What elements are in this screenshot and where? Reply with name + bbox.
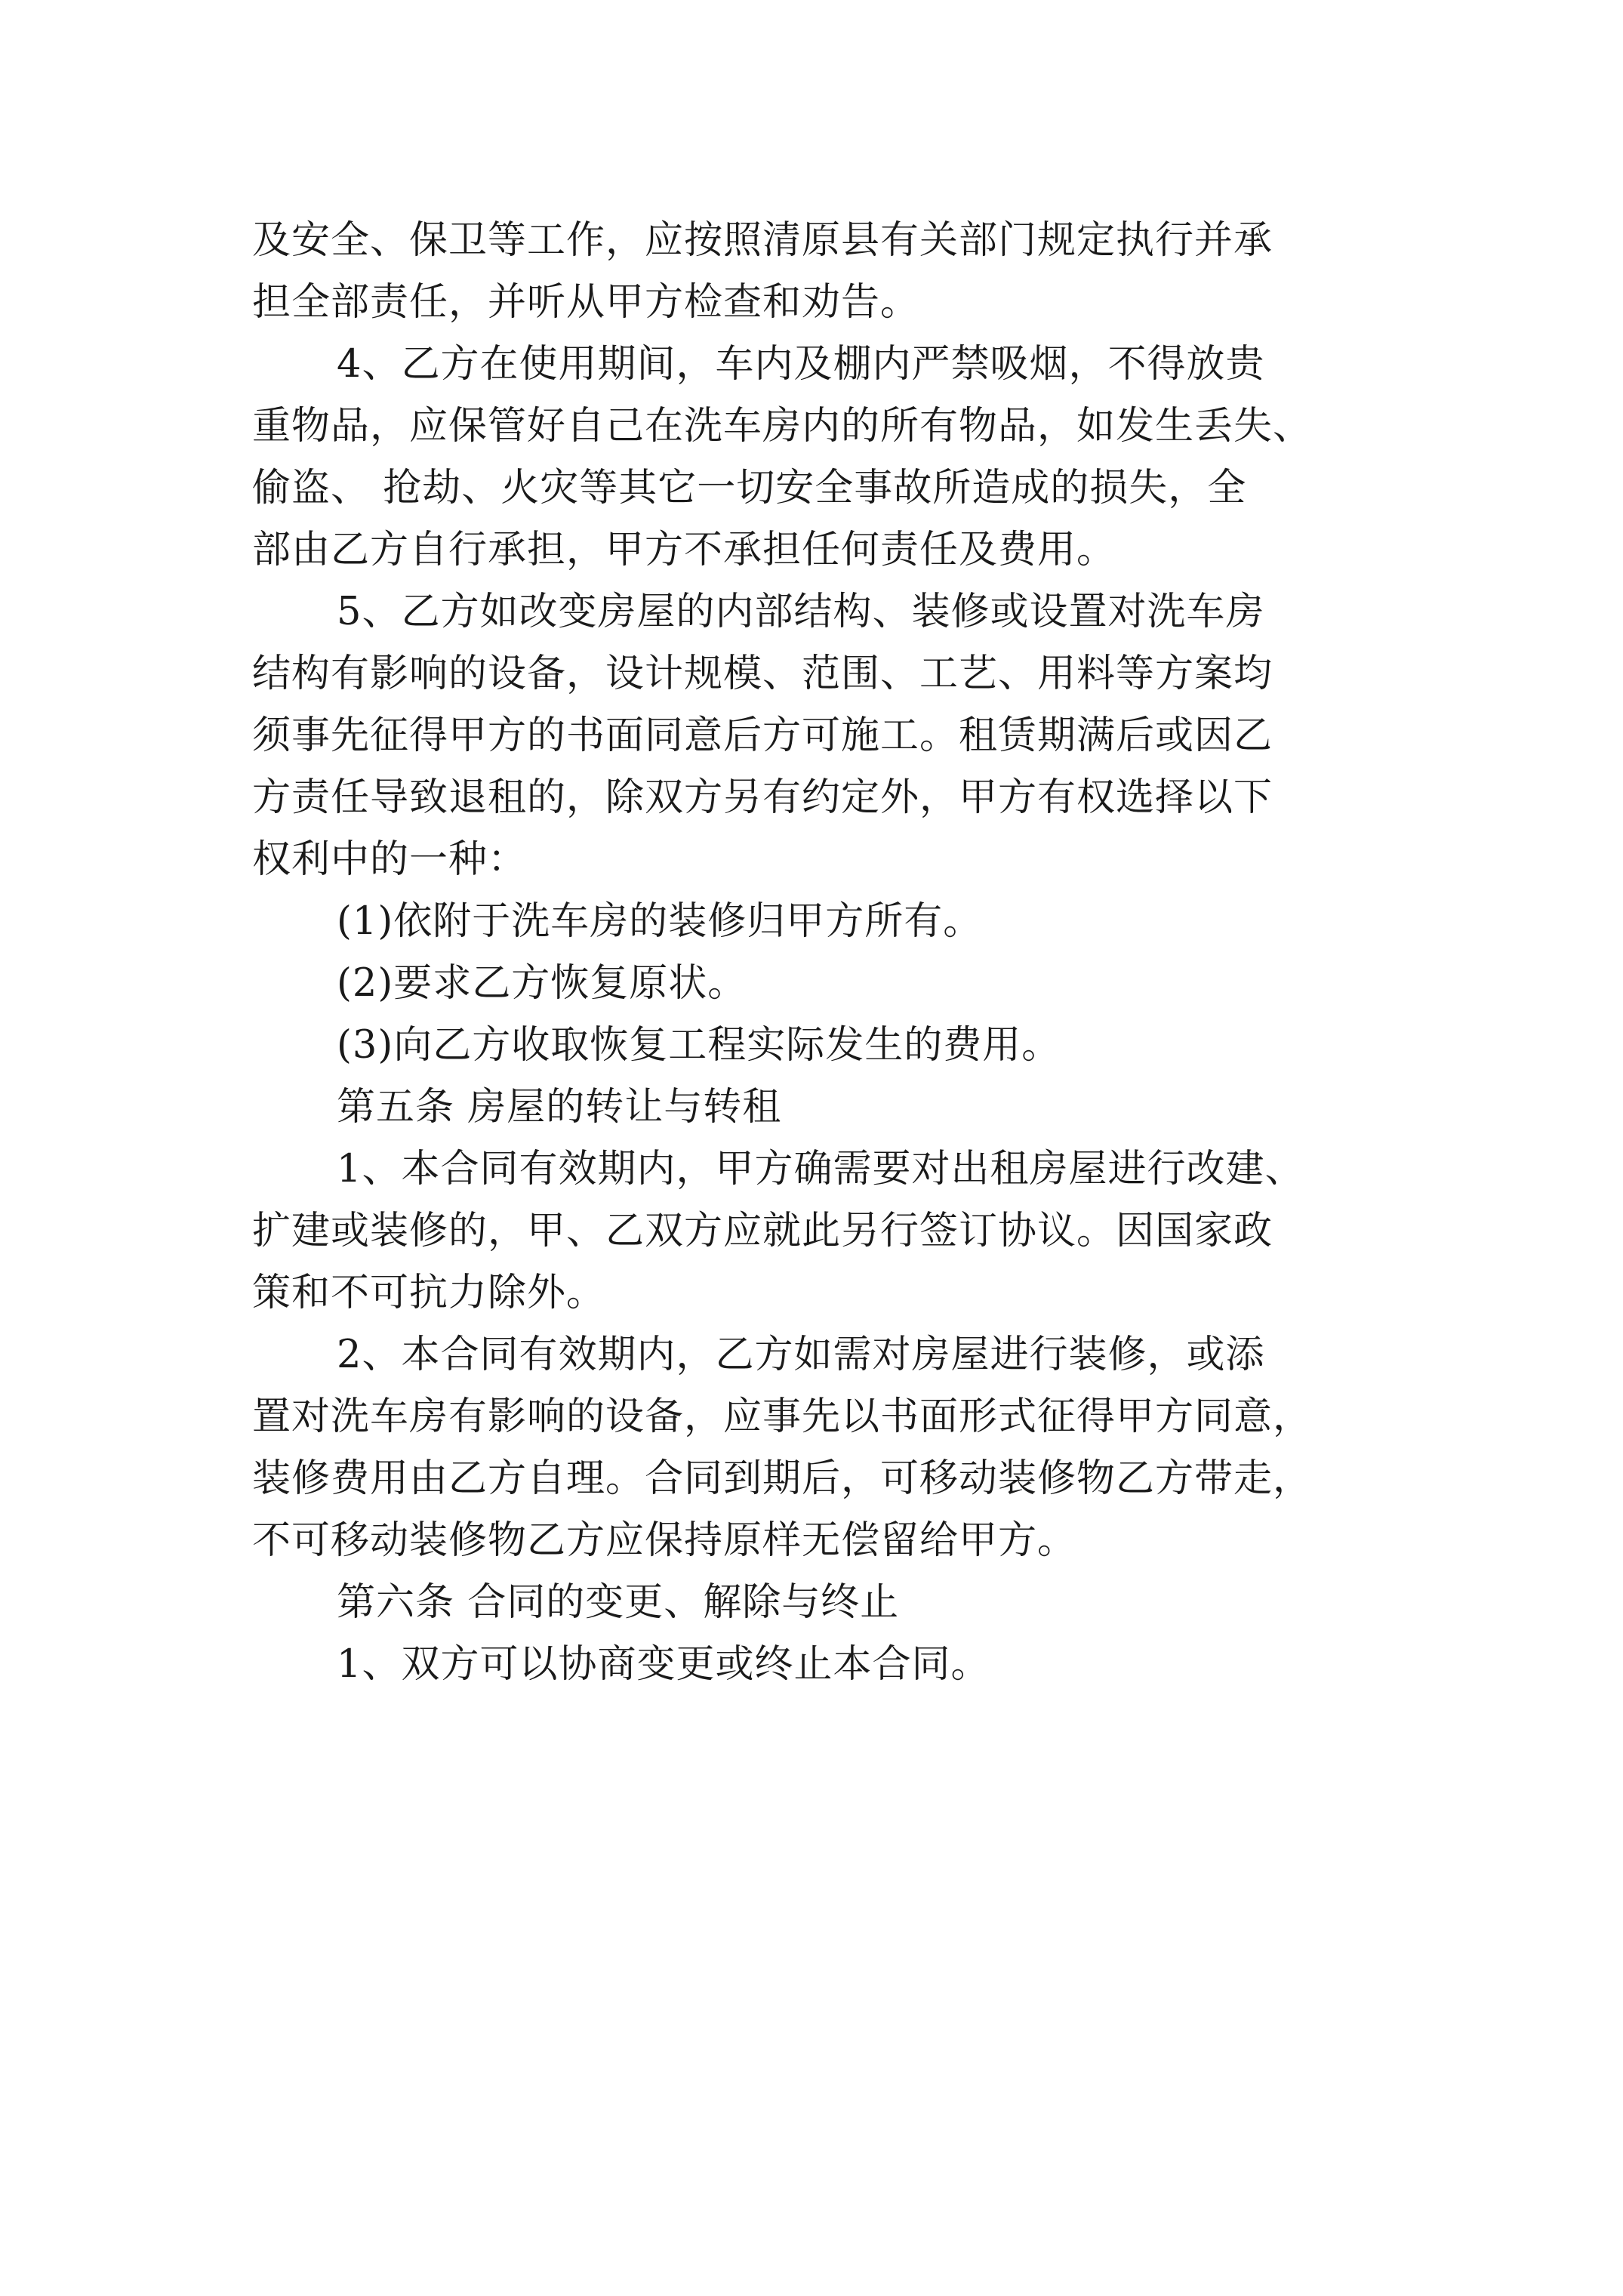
text-line: 结构有影响的设备，设计规模、范围、工艺、用料等方案均 <box>252 652 1273 696</box>
paragraph <box>252 334 1384 581</box>
paragraph <box>252 891 1384 953</box>
text-line: (1)依附于洗车房的装修归甲方所有。 <box>337 899 983 944</box>
text-line: 偷盗、 抢劫、火灾等其它一切安全事故所造成的损失，全 <box>252 466 1247 510</box>
paragraph <box>252 210 1384 334</box>
paragraph <box>252 1077 1384 1139</box>
text-line: 重物品，应保管好自己在洗车房内的所有物品，如发生丢失、 <box>252 404 1313 448</box>
text-line: 装修费用由乙方自理。合同到期后，可移动装修物乙方带走， <box>252 1456 1313 1501</box>
paragraph <box>252 1572 1384 1634</box>
text-line: 2、本合同有效期内，乙方如需对房屋进行装修，或添 <box>337 1333 1265 1377</box>
text-line: 方责任导致退租的，除双方另有约定外，甲方有权选择以下 <box>252 775 1273 820</box>
text-line: 第六条 合同的变更、解除与终止 <box>337 1580 900 1625</box>
text-line: 4、乙方在使用期间，车内及棚内严禁吸烟，不得放贵 <box>337 342 1265 387</box>
text-line: 权利中的一种： <box>252 837 528 882</box>
paragraph <box>252 1139 1384 1324</box>
text-line: 部由乙方自行承担，甲方不承担任何责任及费用。 <box>252 528 1116 572</box>
text-line: 1、双方可以协商变更或终止本合同。 <box>337 1642 990 1687</box>
document-body <box>252 210 1384 1696</box>
text-line: 扩建或装修的，甲、乙双方应就此另行签订协议。因国家政 <box>252 1209 1273 1253</box>
text-line: 担全部责任，并听从甲方检查和劝告。 <box>252 280 920 325</box>
paragraph <box>252 581 1384 891</box>
text-line: 第五条 房屋的转让与转租 <box>337 1085 782 1130</box>
text-line: 置对洗车房有影响的设备，应事先以书面形式征得甲方同意， <box>252 1395 1313 1439</box>
text-line: 须事先征得甲方的书面同意后方可施工。租赁期满后或因乙 <box>252 713 1273 758</box>
paragraph <box>252 1324 1384 1572</box>
text-line: (2)要求乙方恢复原状。 <box>337 961 747 1006</box>
paragraph <box>252 1015 1384 1077</box>
text-line: 5、乙方如改变房屋的内部结构、装修或设置对洗车房 <box>337 590 1265 634</box>
paragraph <box>252 953 1384 1015</box>
text-line: 1、本合同有效期内，甲方确需要对出租房屋进行改建、 <box>337 1147 1304 1191</box>
text-line: (3)向乙方收取恢复工程实际发生的费用。 <box>337 1023 1061 1068</box>
text-line: 策和不可抗力除外。 <box>252 1271 606 1315</box>
text-line: 及安全、保卫等工作，应按照清原县有关部门规定执行并承 <box>252 218 1273 263</box>
text-line: 不可移动装修物乙方应保持原样无偿留给甲方。 <box>252 1518 1077 1563</box>
paragraph <box>252 1634 1384 1696</box>
